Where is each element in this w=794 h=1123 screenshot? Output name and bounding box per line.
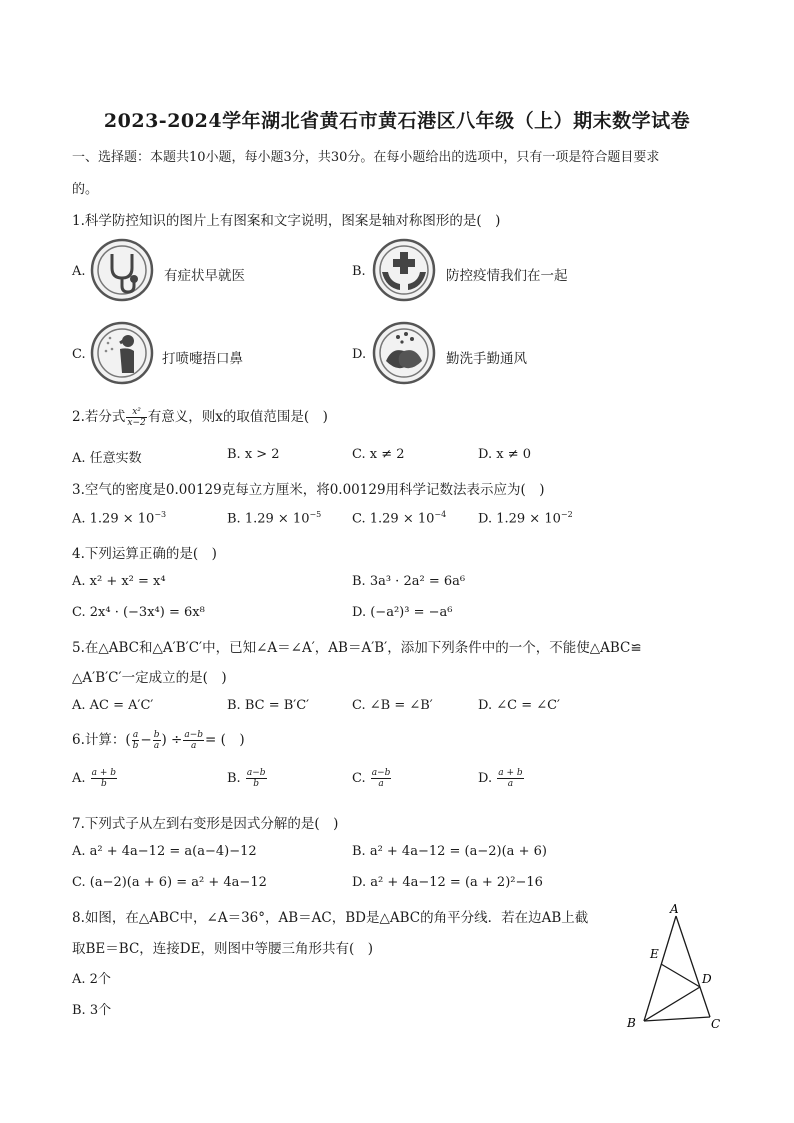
- segment-de: [661, 964, 700, 987]
- q8-option-a: A. 2个: [72, 972, 111, 987]
- section-instructions-line1: 一、选择题：本题共10小题，每小题3分，共30分。在每小题给出的选项中，只有一项是符合题目要求: [72, 150, 660, 165]
- q3-option-d-exp: −2: [560, 510, 573, 519]
- q1-option-d-text: 勤洗手勤通风: [446, 351, 527, 367]
- q6-fraction-3-denominator: a: [191, 741, 197, 751]
- q6-option-d-numerator: a + b: [498, 768, 523, 778]
- page-title: 2023-2024学年湖北省黄石市黄石港区八年级（上）期末数学试卷: [103, 110, 691, 132]
- question-7-stem: 7.下列式子从左到右变形是因式分解的是( ): [72, 816, 339, 832]
- stethoscope-icon: [90, 238, 154, 302]
- q8-triangle-figure: [620, 900, 730, 1035]
- q7-option-a: A. a² + 4a−12 = a(a−4)−12: [72, 844, 257, 859]
- q6-option-b: [227, 768, 268, 789]
- q3-option-c: [352, 510, 446, 526]
- q5-option-c: C. ∠B = ∠B′: [352, 698, 433, 713]
- q6-option-d-fraction: [497, 768, 523, 789]
- handwash-icon: [372, 321, 436, 385]
- q6-fraction-2-numerator: b: [153, 730, 160, 740]
- q1-option-d-letter: D.: [352, 347, 367, 362]
- question-8-line2: 取BE＝BC，连接DE，则图中等腰三角形共有( ): [72, 941, 373, 957]
- q6-option-b-fraction: [246, 768, 267, 789]
- q6-fraction-2: [153, 730, 161, 751]
- q2-stem-post: 有意义，则x的取值范围是( ): [147, 409, 328, 425]
- question-5-line2: △A′B′C′一定成立的是( ): [72, 670, 227, 686]
- question-2-stem: [72, 405, 328, 428]
- q4-option-a: A. x² + x² = x⁴: [72, 574, 166, 589]
- side-ac: [676, 916, 710, 1017]
- q6-option-a-denominator: b: [100, 779, 107, 789]
- side-ab: [644, 916, 676, 1021]
- q6-option-d: [478, 768, 525, 789]
- q3-option-b-label: B. 1.29 × 10: [227, 511, 310, 527]
- q6-option-c-numerator: a−b: [371, 768, 391, 778]
- q1-option-a-letter: A.: [72, 264, 86, 279]
- q5-option-a: A. AC = A′C′: [72, 698, 154, 713]
- q3-option-b-exp: −5: [309, 510, 322, 519]
- q6-option-c-fraction: [371, 768, 392, 789]
- q6-option-b-denominator: b: [253, 779, 260, 789]
- q3-option-c-exp: −4: [434, 510, 447, 519]
- q2-option-b: B. x > 2: [227, 447, 280, 462]
- q6-stem-post: = ( ): [205, 732, 245, 748]
- q6-fraction-3-numerator: a−b: [184, 730, 204, 740]
- q2-fraction-denominator: x−2: [127, 418, 146, 428]
- q3-option-d-label: D. 1.29 × 10: [478, 511, 561, 527]
- q3-option-a: [72, 510, 166, 526]
- q6-option-a: [72, 768, 118, 789]
- q4-option-c: C. 2x⁴ · (−3x⁴) = 6x⁸: [72, 605, 205, 620]
- q7-option-c: C. (a−2)(a + 6) = a² + 4a−12: [72, 875, 267, 890]
- q4-option-b: B. 3a³ · 2a² = 6a⁶: [352, 574, 466, 589]
- q3-option-d: [478, 510, 573, 526]
- q6-option-a-numerator: a + b: [91, 768, 117, 778]
- vertex-label-d: D: [702, 972, 712, 986]
- question-5-line1: 5.在△ABC和△A′B′C′中，已知∠A＝∠A′，AB＝A′B′，添加下列条件中的一个，不能使△ABC≌: [72, 640, 642, 656]
- vertex-label-b: B: [627, 1016, 636, 1030]
- question-1-stem: 1.科学防控知识的图片上有图案和文字说明，图案是轴对称图形的是( ): [72, 213, 501, 229]
- q6-option-a-fraction: [91, 768, 117, 789]
- vertex-label-e: E: [650, 947, 659, 961]
- side-bc: [644, 1017, 710, 1021]
- q5-option-d: D. ∠C = ∠C′: [478, 698, 561, 713]
- sneeze-icon: [90, 321, 154, 385]
- q3-option-b: [227, 510, 321, 526]
- q6-divide: ) ÷: [161, 732, 183, 748]
- q6-option-d-letter: D.: [478, 771, 493, 786]
- q4-option-d: D. (−a²)³ = −a⁶: [352, 605, 453, 620]
- question-8-line1: 8.如图，在△ABC中，∠A＝36°，AB＝AC，BD是△ABC的角平分线．若在边AB上截: [72, 910, 589, 926]
- q6-option-a-letter: A.: [72, 771, 86, 786]
- q1-option-c-letter: C.: [72, 347, 86, 362]
- q6-option-c-letter: C.: [352, 771, 366, 786]
- q3-option-c-label: C. 1.29 × 10: [352, 511, 435, 527]
- q2-option-a: A. 任意实数: [72, 451, 142, 466]
- question-4-stem: 4.下列运算正确的是( ): [72, 546, 217, 562]
- q7-option-d: D. a² + 4a−12 = (a + 2)²−16: [352, 875, 543, 890]
- hands-cross-icon: [372, 238, 436, 302]
- q6-fraction-3: [183, 730, 204, 751]
- q6-option-d-denominator: a: [507, 779, 514, 789]
- q1-option-b-letter: B.: [352, 264, 366, 279]
- q6-option-c: [352, 768, 392, 789]
- q6-stem-pre: 6.计算：(: [72, 732, 131, 748]
- q2-option-c: C. x ≠ 2: [352, 447, 405, 462]
- q2-fraction-numerator: x²: [126, 407, 146, 418]
- q1-option-a-text: 有症状早就医: [164, 268, 245, 284]
- q3-option-a-exp: −3: [154, 510, 167, 519]
- q2-option-d: D. x ≠ 0: [478, 447, 531, 462]
- q3-option-a-label: A. 1.29 × 10: [72, 511, 155, 527]
- q6-fraction-1-numerator: a: [132, 730, 139, 740]
- q6-option-b-letter: B.: [227, 771, 241, 786]
- question-6-stem: [72, 728, 245, 751]
- q7-option-b: B. a² + 4a−12 = (a−2)(a + 6): [352, 844, 547, 859]
- q8-option-b: B. 3个: [72, 1003, 112, 1018]
- section-instructions-line2: 的。: [72, 182, 99, 197]
- vertex-label-c: C: [711, 1017, 721, 1031]
- q2-fraction: [126, 407, 146, 428]
- vertex-label-a: A: [670, 902, 679, 916]
- q1-option-c-text: 打喷嚏捂口鼻: [162, 351, 243, 367]
- q2-stem-pre: 2.若分式: [72, 409, 126, 425]
- q6-fraction-2-denominator: a: [153, 741, 160, 751]
- q6-fraction-1: [132, 730, 140, 751]
- q6-fraction-1-denominator: b: [132, 741, 139, 751]
- q6-option-c-denominator: a: [378, 779, 384, 789]
- question-3-stem: 3.空气的密度是0.00129克每立方厘米，将0.00129用科学记数法表示应为( ): [72, 482, 545, 498]
- q5-option-b: B. BC = B′C′: [227, 698, 310, 713]
- q6-option-b-numerator: a−b: [246, 768, 266, 778]
- q1-option-b-text: 防控疫情我们在一起: [446, 268, 568, 284]
- q6-minus: −: [140, 732, 152, 748]
